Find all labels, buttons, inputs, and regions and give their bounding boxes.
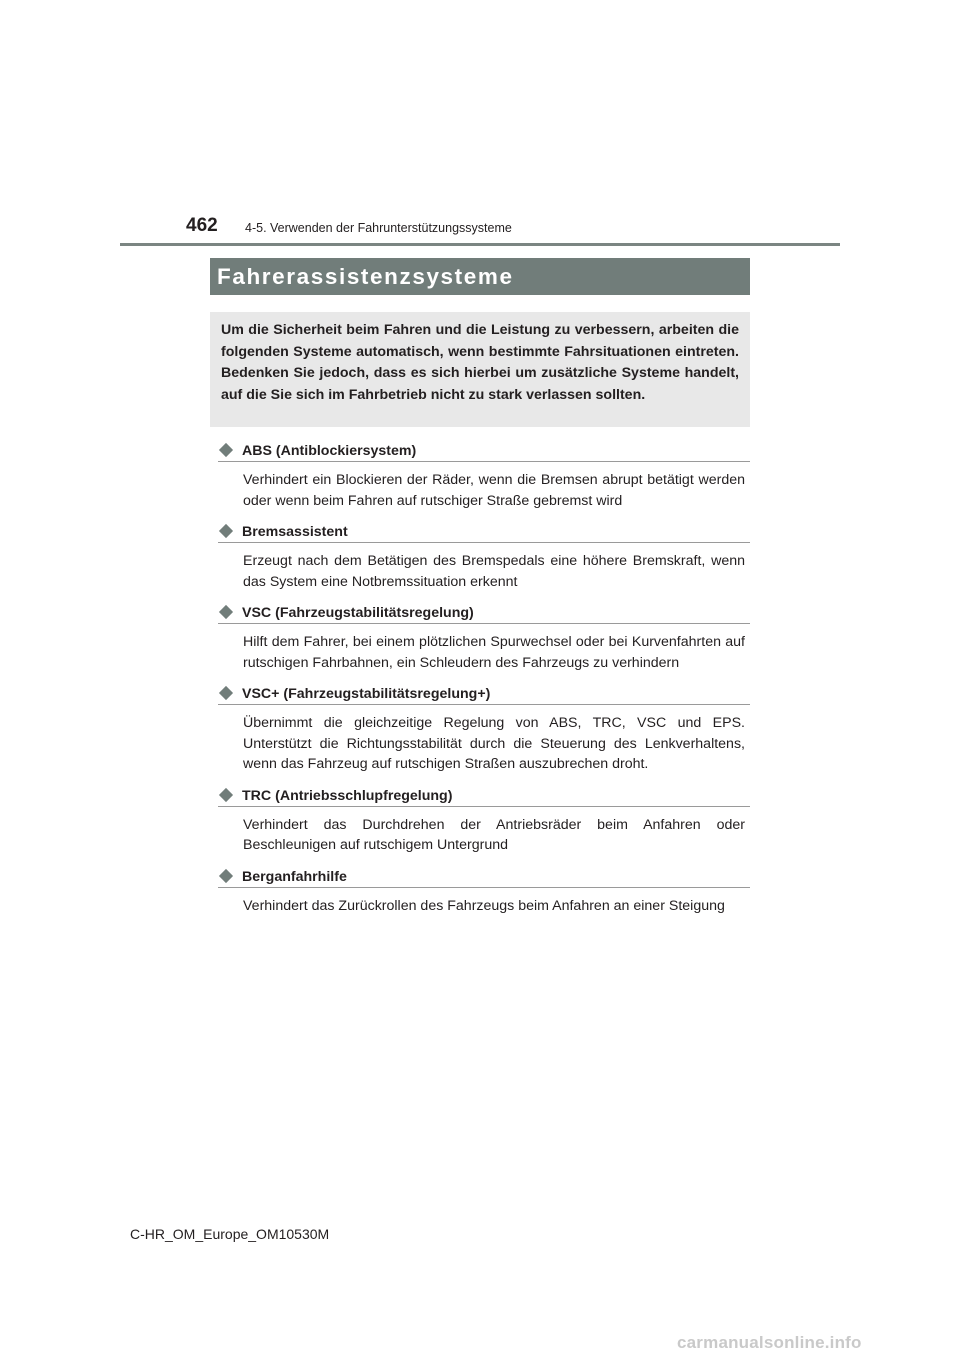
diamond-bullet-icon bbox=[219, 787, 233, 801]
feature-description: Hilft dem Fahrer, bei einem plötzlichen Spurwechsel oder bei Kurvenfahrten auf rutschigen Fahrbahnen, ein Schleudern des Fahrzeugs zu verhindern bbox=[243, 634, 745, 671]
feature-list bbox=[218, 441, 750, 927]
header-rule bbox=[120, 243, 840, 246]
feature-hill-start-assist bbox=[218, 867, 750, 917]
feature-description: Übernimmt die gleichzeitige Regelung von ABS, TRC, VSC und EPS. Unterstützt die Richtungsstabilität durch die Steuerung des Lenkverhaltens, wenn das Fahrzeug auf rutschigen Straßen auszubrechen droht. bbox=[243, 715, 745, 772]
chapter-title: 4-5. Verwenden der Fahrunterstützungssysteme bbox=[245, 221, 512, 235]
intro-box bbox=[210, 312, 750, 427]
feature-description: Verhindert das Zurückrollen des Fahrzeugs beim Anfahren an einer Steigung bbox=[243, 897, 725, 914]
feature-heading bbox=[218, 522, 750, 543]
document-id-footer: C-HR_OM_Europe_OM10530M bbox=[130, 1226, 330, 1242]
intro-text: Um die Sicherheit beim Fahren und die Leistung zu verbessern, arbeiten die folgenden Systeme automatisch, wenn bestimmte Fahrsituationen eintreten. Bedenken Sie jedoch, dass es sich hierbei um zusätzliche Systeme handelt, auf die Sie sich im Fahrbetrieb nicht zu stark verlassen sollten. bbox=[221, 322, 739, 403]
page-number: 462 bbox=[186, 215, 218, 236]
feature-heading bbox=[218, 684, 750, 705]
feature-heading-text: ABS (Antiblockiersystem) bbox=[242, 443, 417, 459]
feature-heading bbox=[218, 441, 750, 462]
section-title-bar bbox=[210, 258, 750, 295]
feature-description: Verhindert das Durchdrehen der Antriebsräder beim Anfahren oder Beschleunigen auf rutschigem Untergrund bbox=[243, 816, 745, 853]
feature-heading bbox=[218, 867, 750, 888]
feature-description: Verhindert ein Blockieren der Räder, wenn die Bremsen abrupt betätigt werden oder wenn beim Fahren auf rutschiger Straße gebremst wird bbox=[243, 472, 745, 509]
diamond-bullet-icon bbox=[219, 868, 233, 882]
diamond-bullet-icon bbox=[219, 524, 233, 538]
feature-heading-text: Berganfahrhilfe bbox=[242, 868, 347, 885]
feature-description: Erzeugt nach dem Betätigen des Bremspedals eine höhere Bremskraft, wenn das System eine Notbremssituation erkennt bbox=[243, 553, 745, 590]
feature-heading bbox=[218, 786, 750, 807]
feature-vsc bbox=[218, 603, 750, 673]
feature-abs bbox=[218, 441, 750, 511]
diamond-bullet-icon bbox=[219, 443, 233, 457]
feature-brake-assist bbox=[218, 522, 750, 592]
feature-heading bbox=[218, 603, 750, 624]
diamond-bullet-icon bbox=[219, 686, 233, 700]
feature-heading-text: VSC+ (Fahrzeugstabilitätsregelung+) bbox=[242, 686, 491, 702]
feature-heading-text: VSC (Fahrzeugstabilitätsregelung) bbox=[242, 605, 474, 621]
diamond-bullet-icon bbox=[219, 605, 233, 619]
page-title: Fahrerassistenzsysteme bbox=[217, 264, 514, 289]
feature-trc bbox=[218, 786, 750, 856]
watermark: carmanualsonline.info bbox=[677, 1333, 862, 1352]
feature-vsc-plus bbox=[218, 684, 750, 775]
feature-heading-text: TRC (Antriebsschlupfregelung) bbox=[242, 787, 453, 804]
feature-heading-text: Bremsassistent bbox=[242, 524, 348, 540]
